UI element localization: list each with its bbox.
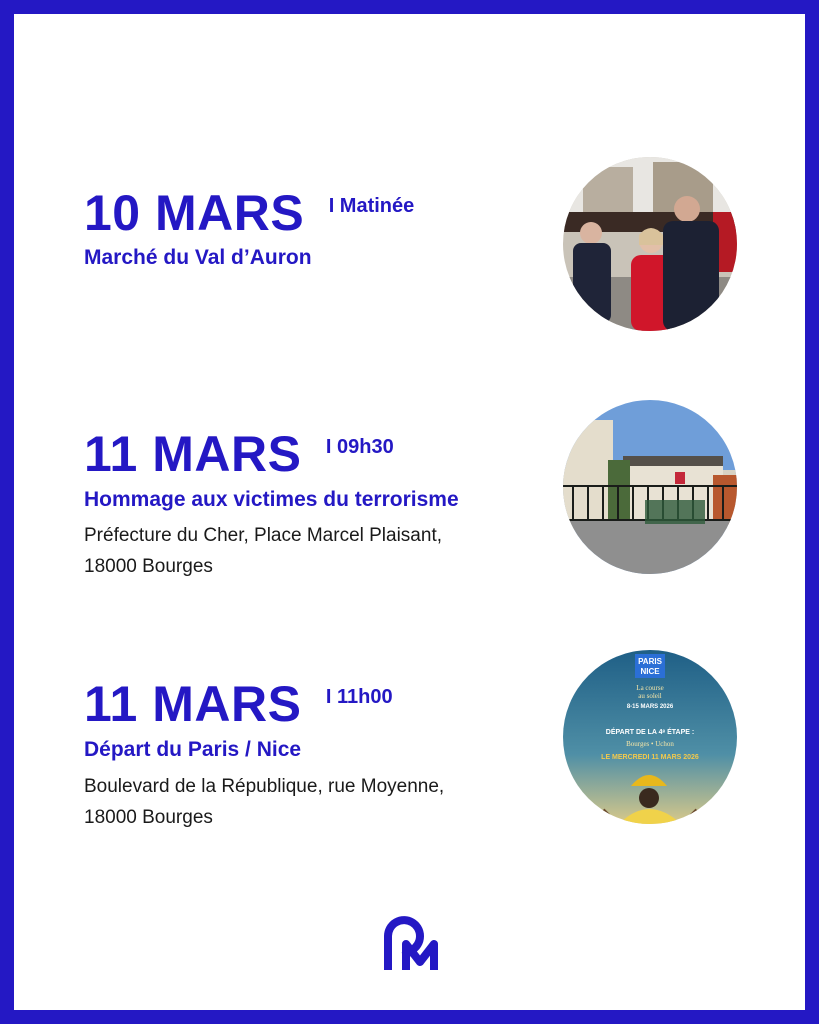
poster-route: Bourges • Uchon: [626, 740, 674, 748]
paris-nice-poster: [563, 650, 737, 824]
market-photo: [563, 157, 737, 331]
prefecture-photo: [563, 400, 737, 574]
event-time: I Matinée: [328, 195, 415, 217]
poster-tagline-1: La course: [636, 684, 664, 692]
poster-badge-2: NICE: [640, 667, 660, 676]
poster-badge-1: PARIS: [638, 657, 662, 666]
brand-logo: [382, 910, 438, 972]
poster-day: LE MERCREDI 11 MARS 2026: [601, 754, 699, 761]
event-title: Départ du Paris / Nice: [84, 738, 302, 761]
event-address-line1: Boulevard de la République, rue Moyenne,: [84, 776, 445, 797]
event-2-header: [84, 426, 394, 482]
poster-tagline-2: au soleil: [638, 692, 662, 700]
event-date: 11 MARS: [84, 676, 302, 732]
poster-stage: DÉPART DE LA 4ᵉ ÉTAPE :: [605, 729, 695, 736]
event-title: Hommage aux victimes du terrorisme: [84, 488, 459, 511]
event-time: I 11h00: [325, 686, 393, 708]
poster-dates: 8-15 MARS 2026: [626, 704, 674, 710]
event-title: Marché du Val d’Auron: [84, 246, 312, 269]
event-date: 10 MARS: [84, 185, 305, 241]
event-3-header: [84, 676, 393, 732]
event-date: 11 MARS: [84, 426, 302, 482]
content-card: [14, 14, 805, 1010]
event-address-line1: Préfecture du Cher, Place Marcel Plaisant,: [84, 525, 443, 546]
event-address-line2: 18000 Bourges: [84, 556, 213, 577]
event-address-line2: 18000 Bourges: [84, 807, 213, 828]
event-1-header: [84, 185, 415, 241]
event-time: I 09h30: [325, 436, 394, 458]
